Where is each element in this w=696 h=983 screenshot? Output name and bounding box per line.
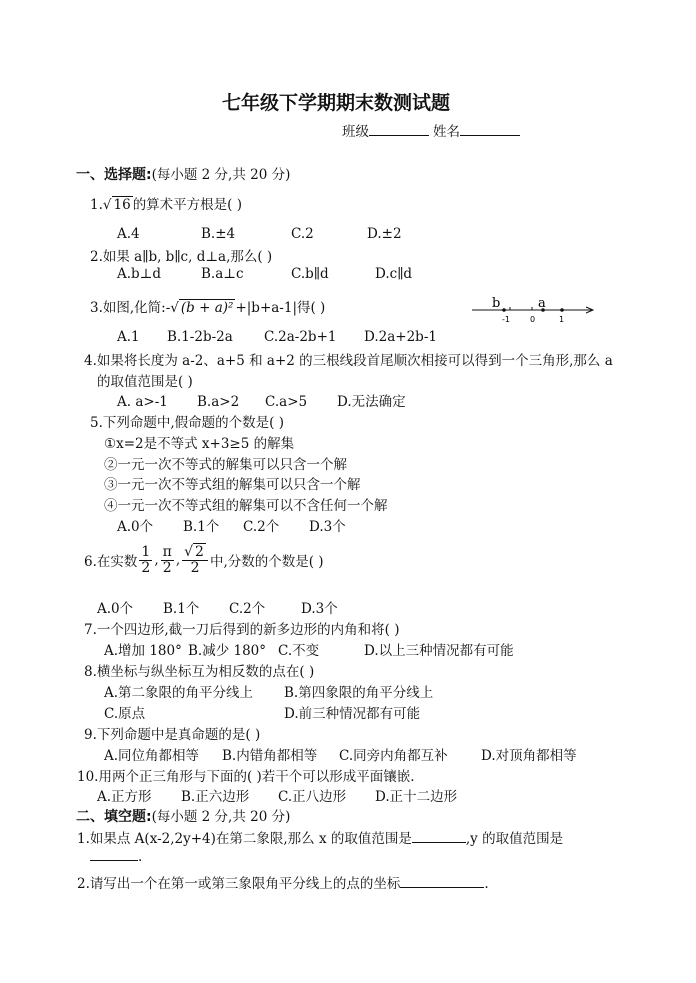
option-c[interactable]: C.不变	[278, 643, 320, 659]
option-c[interactable]: C.b∥d	[291, 266, 329, 282]
option-d[interactable]: D.对顶角都相等	[481, 748, 577, 764]
point-b-label: b	[492, 296, 501, 311]
option-d[interactable]: D.3个	[309, 519, 346, 535]
sqrt-symbol: √	[184, 544, 194, 560]
name-blank	[460, 134, 520, 136]
option-d[interactable]: D.3个	[301, 601, 338, 617]
radicand: 2	[195, 544, 204, 560]
option-d[interactable]: D.无法确定	[337, 394, 406, 410]
question-stem-start: 6.在实数	[84, 554, 138, 571]
option-b[interactable]: B.a⊥c	[201, 266, 244, 282]
question-4-line2: 的取值范围是( )	[97, 374, 193, 390]
radicand: (b + a)²	[180, 300, 234, 316]
option-d[interactable]: D.以上三种情况都有可能	[364, 643, 514, 659]
question-3	[90, 296, 325, 316]
q9-options	[104, 744, 577, 764]
fill-q2-stem: 2.请写出一个在第一或第三象限角平分线上的点的坐标	[77, 876, 401, 892]
option-d[interactable]: D.前三种情况都有可能	[284, 706, 421, 722]
numerator: 1	[141, 544, 151, 560]
class-label: 班级	[342, 124, 369, 140]
class-name-line	[342, 120, 520, 140]
denominator: 2	[162, 559, 172, 576]
question-stem-end: +|b+a-1|得( )	[235, 300, 326, 316]
radicand: 16	[113, 197, 131, 213]
question-1	[90, 193, 242, 213]
option-a[interactable]: A.正方形	[97, 789, 152, 805]
option-b[interactable]: B.减少 180°	[188, 643, 267, 659]
option-a[interactable]: A. a>-1	[117, 394, 168, 410]
numerator	[182, 545, 208, 561]
fraction-pi-half	[161, 545, 174, 575]
option-a[interactable]: A.4	[117, 226, 140, 242]
option-a[interactable]: A.1	[117, 329, 140, 345]
section-note: (每小题 2 分,共 20 分)	[151, 167, 291, 183]
section-title: 一、选择题:	[76, 167, 152, 183]
denominator: 2	[190, 559, 200, 576]
section-note: (每小题 2 分,共 20 分)	[151, 809, 291, 825]
fill-question-1-line2	[90, 849, 142, 865]
question-6: 6.在实数 $\frac{1}{2}$ , $\frac{\pi}{2}$ , $\frac{√ 2}{2}$ 中,分数的个数是( )	[84, 544, 324, 576]
option-a[interactable]: A.b⊥d	[117, 266, 162, 282]
tick-label-one: 1	[559, 315, 565, 324]
q1-options	[117, 226, 402, 242]
option-c[interactable]: C.2	[291, 226, 314, 242]
option-a[interactable]: A.第二象限的角平分线上	[104, 685, 254, 701]
tick-label-zero: 0	[530, 315, 536, 324]
option-b[interactable]: B.1-2b-2a	[167, 329, 233, 345]
fill-q1-stem-start: 1.如果点 A(x-2,2y+4)在第二象限,那么 x 的取值范围是	[77, 831, 412, 847]
option-b[interactable]: B.a>2	[197, 394, 240, 410]
option-b[interactable]: B.1个	[163, 601, 200, 617]
q4-options	[117, 390, 406, 410]
fraction-one-half	[139, 545, 152, 575]
option-a[interactable]: A.0个	[97, 601, 134, 617]
option-b[interactable]: B.1个	[183, 519, 220, 535]
option-c[interactable]: C.2a-2b+1	[264, 329, 337, 345]
q10-options	[97, 785, 457, 805]
option-b[interactable]: B.内错角都相等	[222, 748, 318, 764]
q5-item-2: ②一元一次不等式的解集可以只含一个解	[104, 457, 347, 473]
section-title: 二、填空题:	[76, 809, 152, 825]
answer-blank-y[interactable]	[90, 859, 138, 861]
option-a[interactable]: A.0个	[117, 519, 154, 535]
option-d[interactable]: D.±2	[367, 226, 402, 242]
tick-one-dot	[560, 308, 564, 312]
option-d[interactable]: D.c∥d	[375, 266, 413, 282]
question-9: 9.下列命题中是真命题的是( )	[84, 727, 261, 743]
page-title: 七年级下学期期末数测试题	[222, 92, 451, 114]
number-line-figure	[470, 293, 600, 327]
denominator: 2	[141, 559, 151, 576]
option-a[interactable]: A.同位角都相等	[104, 748, 200, 764]
point-b-dot	[502, 308, 506, 312]
q6-options	[97, 597, 338, 617]
option-b[interactable]: B.±4	[201, 226, 236, 242]
option-b[interactable]: B.正六边形	[181, 789, 250, 805]
answer-blank-coordinate[interactable]	[400, 886, 484, 888]
option-c[interactable]: C.a>5	[265, 394, 308, 410]
question-stem: 的算术平方根是( )	[132, 197, 243, 213]
q7-options	[104, 639, 514, 659]
section-heading-choice	[76, 163, 290, 184]
option-a[interactable]: A.增加 180°	[104, 643, 182, 659]
question-4-line1: 4.如果将长度为 a-2、a+5 和 a+2 的三根线段首尾顺次相接可以得到一个三角形,那么 a	[84, 353, 613, 369]
numerator: π	[162, 544, 172, 560]
fill-q1-stem-middle: ,y 的取值范围是	[465, 831, 564, 847]
tick-label-neg-one: -1	[502, 315, 510, 324]
option-d[interactable]: D.正十二边形	[375, 789, 458, 805]
question-stem-start: 3.如图,化简:-	[90, 300, 171, 316]
question-10: 10.用两个正三角形与下面的( )若干个可以形成平面镶嵌.	[77, 769, 415, 785]
option-c[interactable]: C.原点	[104, 706, 146, 722]
option-d[interactable]: D.2a+2b-1	[364, 329, 437, 345]
fill-q1-stem-end: .	[138, 849, 143, 865]
option-c[interactable]: C.同旁内角都互补	[339, 748, 448, 764]
q5-item-1: ①x=2是不等式 x+3≥5 的解集	[104, 436, 295, 452]
fill-question-2	[77, 872, 489, 892]
option-c[interactable]: C.2个	[243, 519, 280, 535]
sqrt-symbol: √	[102, 197, 112, 213]
q5-item-4: ④一元一次不等式组的解集可以不含任何一个解	[104, 498, 388, 514]
q2-options	[117, 266, 412, 282]
point-a-label: a	[538, 296, 546, 311]
question-stem-end: 中,分数的个数是( )	[209, 554, 324, 571]
fraction-sqrt2-half	[182, 545, 208, 575]
q8-options-row1	[104, 681, 433, 701]
question-number: 1.	[90, 197, 103, 213]
option-b[interactable]: B.第四象限的角平分线上	[284, 685, 434, 701]
option-c[interactable]: C.2个	[229, 601, 266, 617]
fill-question-1	[77, 827, 563, 847]
class-blank	[369, 134, 429, 136]
q8-options-row2	[104, 702, 420, 722]
q5-options	[117, 515, 346, 535]
fill-q2-stem-end: .	[484, 876, 489, 892]
question-8: 8.横坐标与纵坐标互为相反数的点在( )	[84, 664, 315, 680]
answer-blank-x[interactable]	[412, 841, 466, 843]
question-5: 5.下列命题中,假命题的个数是( )	[90, 415, 284, 431]
question-2: 2.如果 a∥b, b∥c, d⊥a,那么( )	[90, 249, 273, 265]
q5-item-3: ③一元一次不等式组的解集可以只含一个解	[104, 477, 361, 493]
sqrt-symbol: √	[170, 300, 179, 316]
option-c[interactable]: C.正八边形	[278, 789, 347, 805]
question-7: 7.一个四边形,截一刀后得到的新多边形的内角和将( )	[84, 622, 400, 638]
section-heading-fill	[76, 805, 290, 826]
q3-options	[117, 329, 437, 345]
name-label: 姓名	[433, 124, 460, 140]
